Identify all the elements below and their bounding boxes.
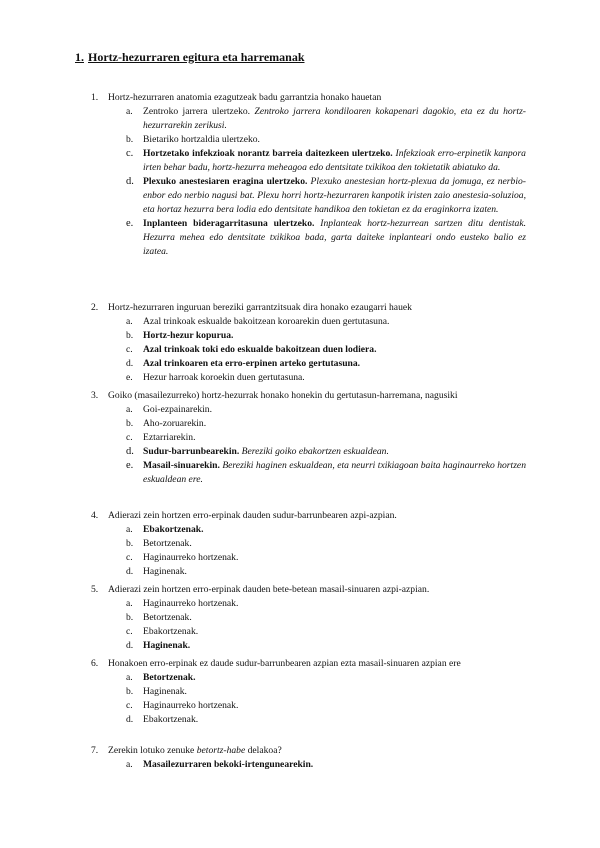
option-explanation: Bereziki haginen eskualdean, eta neurri txikiagoan baita haginaurreko hortzen eskualdean ere. bbox=[143, 460, 526, 485]
option-2e bbox=[91, 371, 526, 385]
option-5a bbox=[91, 597, 526, 611]
option-1d bbox=[91, 175, 526, 217]
option-letter: e. bbox=[126, 460, 134, 471]
option-letter: b. bbox=[126, 330, 134, 341]
option-letter: d. bbox=[126, 714, 134, 725]
section-title-text: Hortz-hezurraren egitura eta harremanak bbox=[88, 50, 305, 64]
option-3b bbox=[91, 417, 526, 431]
option-4c bbox=[91, 551, 526, 565]
option-text: Plexuko anestesiaren eragina ulertzeko. bbox=[143, 176, 308, 187]
option-explanation: Inplanteak hortz-hezurrean sartzen ditu dentistak. Hezurra mehea edo dentsitate txikikoa bada, garta daiteke inplanteari ondo eusteko balio ez izatea. bbox=[143, 218, 526, 257]
option-text: Haginaurreko hortzenak. bbox=[143, 598, 239, 609]
question-text: Hortz-hezurraren inguruan bereziki garrantzitsuak dira honako ezaugarri hauek bbox=[108, 302, 412, 313]
option-2c bbox=[91, 343, 526, 357]
option-3d bbox=[91, 445, 526, 459]
option-letter: b. bbox=[126, 134, 134, 145]
option-explanation: Infekzioak erro-erpinetik kanpora irten behar badu, hortz-hezurra meheagoa edo dentsitate txikikoa den tokietatik abiatuko da. bbox=[143, 148, 526, 173]
option-3a bbox=[91, 403, 526, 417]
option-letter: b. bbox=[126, 538, 134, 549]
option-text: Azal trinkoaren eta erro-erpinen arteko gertutasuna. bbox=[143, 358, 361, 369]
option-text: Zentroko jarrera ulertzeko. bbox=[143, 106, 251, 117]
question-1 bbox=[91, 91, 526, 259]
option-text: Betortzenak. bbox=[143, 672, 196, 683]
option-explanation: Zentroko jarrera kondiloaren kokapenari dagokio, eta ez du hortz-hezurrarekin zerikusi. bbox=[143, 106, 526, 131]
option-4a bbox=[91, 523, 526, 537]
option-6a bbox=[91, 671, 526, 685]
option-7a bbox=[91, 758, 526, 772]
option-text: Haginaurreko hortzenak. bbox=[143, 552, 239, 563]
option-3e bbox=[91, 459, 526, 487]
option-6b bbox=[91, 685, 526, 699]
question-number: 6. bbox=[91, 658, 99, 669]
option-letter: e. bbox=[126, 372, 133, 383]
question-7 bbox=[91, 744, 526, 772]
option-1a bbox=[91, 105, 526, 133]
option-text: Haginaurreko hortzenak. bbox=[143, 700, 239, 711]
option-explanation: Bereziki goiko ebakortzen eskualdean. bbox=[241, 446, 389, 457]
option-letter: a. bbox=[126, 598, 133, 609]
question-number: 2. bbox=[91, 302, 99, 313]
option-explanation: Plexuko anestesian hortz-plexua da jomuga, ez nerbio-enbor edo nerbio nagusi bat. Plexu horri hortz-hezurraren kanpotik iristen zaio anestesia-soluzioa, eta hortaz hezurra bera lodia edo dentsitate handikoa den tokietan ez da eraginkorra izaten. bbox=[143, 176, 526, 215]
question-text: Adierazi zein hortzen erro-erpinak dauden bete-betean masail-sinuaren azpi-azpian. bbox=[108, 584, 430, 595]
option-3c bbox=[91, 431, 526, 445]
option-letter: d. bbox=[126, 640, 134, 651]
option-6c bbox=[91, 699, 526, 713]
option-1e bbox=[91, 217, 526, 259]
option-text: Ebakortzenak. bbox=[143, 714, 199, 725]
option-letter: a. bbox=[126, 672, 133, 683]
option-2a bbox=[91, 315, 526, 329]
option-1b bbox=[91, 133, 526, 147]
option-text: Ebakortzenak. bbox=[143, 524, 204, 535]
option-text: Hortzetako infekzioak norantz barreia daitezkeen ulertzeko. bbox=[143, 148, 393, 159]
option-text: Azal trinkoak eskualde bakoitzean koroarekin duen gertutasuna. bbox=[143, 316, 390, 327]
question-3 bbox=[91, 389, 526, 487]
question-text-end: delakoa? bbox=[247, 745, 282, 756]
option-text: Ebakortzenak. bbox=[143, 626, 199, 637]
option-letter: c. bbox=[126, 432, 133, 443]
option-1c bbox=[91, 147, 526, 175]
question-number: 5. bbox=[91, 584, 99, 595]
question-term: betortz-habe bbox=[196, 745, 246, 756]
option-text: Haginenak. bbox=[143, 640, 191, 651]
option-text: Hortz-hezur kopurua. bbox=[143, 330, 234, 341]
option-text: Betortzenak. bbox=[143, 612, 192, 623]
option-text: Eztarriarekin. bbox=[143, 432, 196, 443]
question-number: 1. bbox=[91, 92, 99, 103]
option-letter: a. bbox=[126, 524, 133, 535]
option-text: Azal trinkoak toki edo eskualde bakoitzean duen lodiera. bbox=[143, 344, 377, 355]
option-text: Sudur-barrunbearekin. bbox=[143, 446, 240, 457]
option-letter: c. bbox=[126, 700, 133, 711]
option-4d bbox=[91, 565, 526, 579]
option-text: Inplanteen bideragarritasuna ulertzeko. bbox=[143, 218, 315, 229]
option-letter: a. bbox=[126, 106, 133, 117]
question-text: Adierazi zein hortzen erro-erpinak dauden sudur-barrunbearen azpi-azpian. bbox=[108, 510, 397, 521]
option-letter: c. bbox=[126, 148, 134, 159]
question-4 bbox=[91, 509, 526, 579]
question-number: 4. bbox=[91, 510, 99, 521]
question-2 bbox=[91, 301, 526, 385]
option-letter: a. bbox=[126, 404, 133, 415]
question-5 bbox=[91, 583, 526, 653]
option-text: Hezur harroak koroekin duen gertutasuna. bbox=[143, 372, 305, 383]
option-text: Goi-ezpainarekin. bbox=[143, 404, 212, 415]
option-letter: d. bbox=[126, 446, 134, 457]
option-letter: a. bbox=[126, 316, 133, 327]
section-number: 1. bbox=[75, 50, 84, 64]
option-5d bbox=[91, 639, 526, 653]
option-2d bbox=[91, 357, 526, 371]
question-number: 7. bbox=[91, 745, 99, 756]
option-letter: b. bbox=[126, 418, 134, 429]
question-text: Goiko (masailezurreko) hortz-hezurrak honako honekin du gertutasun-harremana, nagusiki bbox=[108, 390, 458, 401]
option-letter: e. bbox=[126, 218, 134, 229]
option-4b bbox=[91, 537, 526, 551]
option-text: Betortzenak. bbox=[143, 538, 192, 549]
option-letter: d. bbox=[126, 176, 134, 187]
option-letter: b. bbox=[126, 612, 134, 623]
option-text: Haginenak. bbox=[143, 566, 187, 577]
question-text: Zerekin lotuko zenuke bbox=[108, 745, 195, 756]
question-6 bbox=[91, 657, 526, 727]
question-number: 3. bbox=[91, 390, 99, 401]
option-letter: d. bbox=[126, 358, 134, 369]
option-letter: c. bbox=[126, 344, 133, 355]
option-5b bbox=[91, 611, 526, 625]
option-6d bbox=[91, 713, 526, 727]
option-5c bbox=[91, 625, 526, 639]
option-text: Masailezurraren bekoki-irtengunearekin. bbox=[143, 759, 314, 770]
option-letter: b. bbox=[126, 686, 134, 697]
option-text: Haginenak. bbox=[143, 686, 187, 697]
option-2b bbox=[91, 329, 526, 343]
option-letter: d. bbox=[126, 566, 134, 577]
option-text: Bietariko hortzaldia ulertzeko. bbox=[143, 134, 260, 145]
option-letter: c. bbox=[126, 552, 133, 563]
option-text: Aho-zoruarekin. bbox=[143, 418, 207, 429]
option-text: Masail-sinuarekin. bbox=[143, 460, 220, 471]
option-letter: c. bbox=[126, 626, 133, 637]
question-text: Hortz-hezurraren anatomia ezagutzeak badu garrantzia honako hauetan bbox=[108, 92, 382, 103]
section-title bbox=[75, 50, 305, 65]
option-letter: a. bbox=[126, 759, 133, 770]
question-text: Honakoen erro-erpinak ez daude sudur-barrunbearen azpian ezta masail-sinuaren azpian ere bbox=[108, 658, 461, 669]
